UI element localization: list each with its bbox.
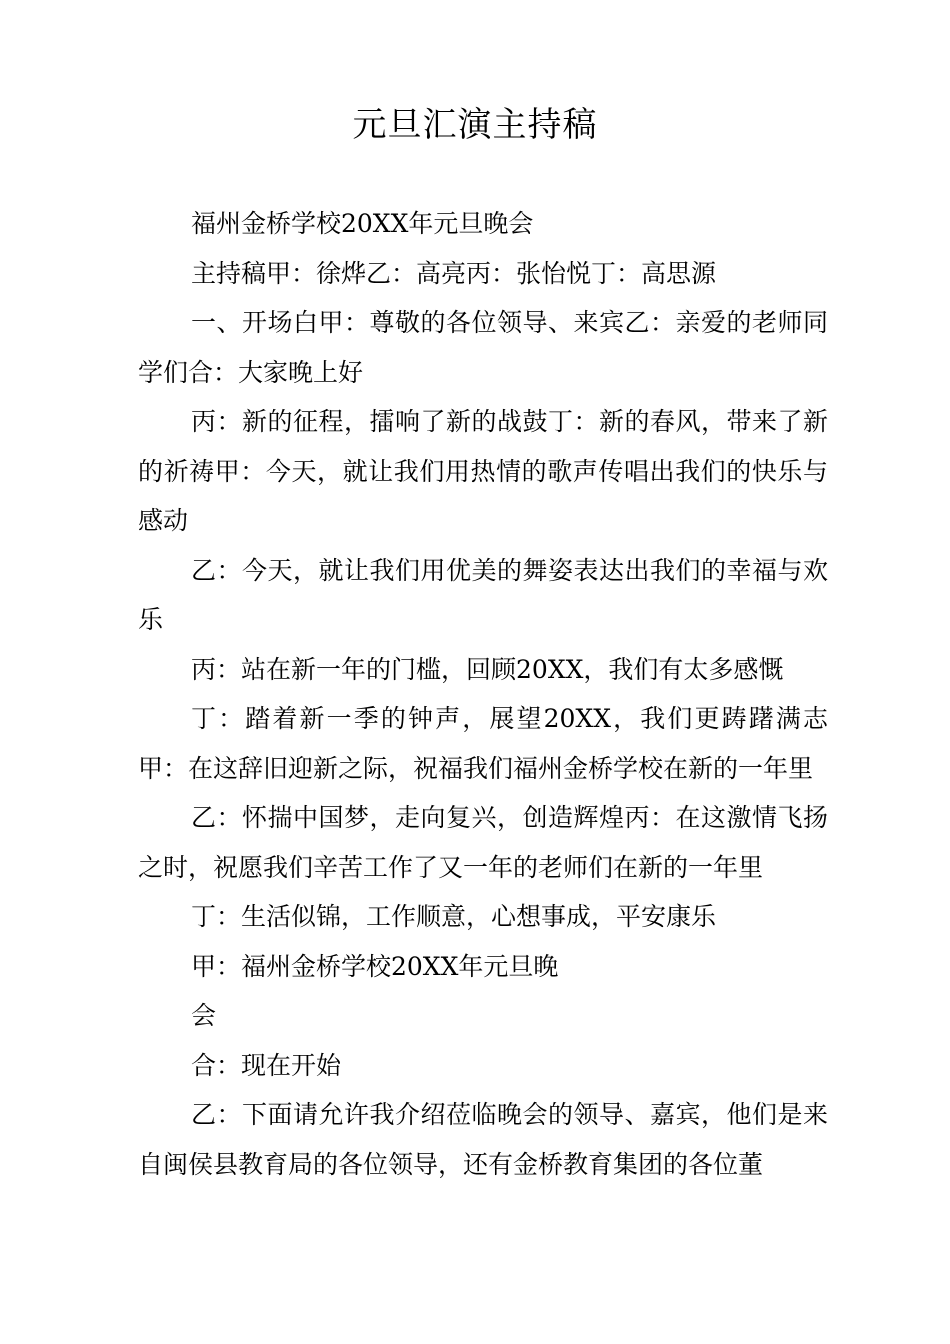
paragraph-bing-ding-jia-1: 丙：新的征程，擂响了新的战鼓丁：新的春风，带来了新的祈祷甲：今天，就让我们用热情的歌声传唱出我们的快乐与感动 (138, 407, 828, 535)
paragraph-bing-1: 丙：站在新一年的门槛，回顾20XX，我们有太多感慨 (191, 654, 784, 684)
paragraph-yi-introduction: 乙：下面请允许我介绍莅临晚会的领导、嘉宾，他们是来自闽侯县教育局的各位领导，还有金桥教育集团的各位董 (138, 1100, 828, 1179)
document-title: 元旦汇演主持稿 (352, 105, 598, 145)
paragraph-jia-2-continued: 会 (191, 1001, 217, 1030)
document-body (138, 199, 828, 1189)
paragraph-ding-jia: 丁：踏着新一季的钟声，展望20XX，我们更踌躇满志甲：在这辞旧迎新之际，祝福我们福州金桥学校在新的一年里 (138, 704, 828, 783)
paragraph-event-name: 福州金桥学校20XX年元旦晚会 (191, 209, 534, 238)
paragraph-jia-2: 甲：福州金桥学校20XX年元旦晚 (191, 951, 559, 981)
paragraph-hosts: 主持稿甲：徐烨乙：高亮丙：张怡悦丁：高思源 (191, 258, 717, 288)
paragraph-ding-2: 丁：生活似锦，工作顺意，心想事成，平安康乐 (191, 902, 717, 931)
paragraph-opening: 一、开场白甲：尊敬的各位领导、来宾乙：亲爱的老师同学们合：大家晚上好 (138, 308, 828, 387)
paragraph-yi-1: 乙：今天，就让我们用优美的舞姿表达出我们的幸福与欢乐 (138, 555, 828, 634)
paragraph-yi-bing: 乙：怀揣中国梦，走向复兴，创造辉煌丙：在这激情飞扬之时，祝愿我们辛苦工作了又一年的老师们在新的一年里 (138, 803, 828, 882)
paragraph-together: 合：现在开始 (191, 1050, 342, 1080)
